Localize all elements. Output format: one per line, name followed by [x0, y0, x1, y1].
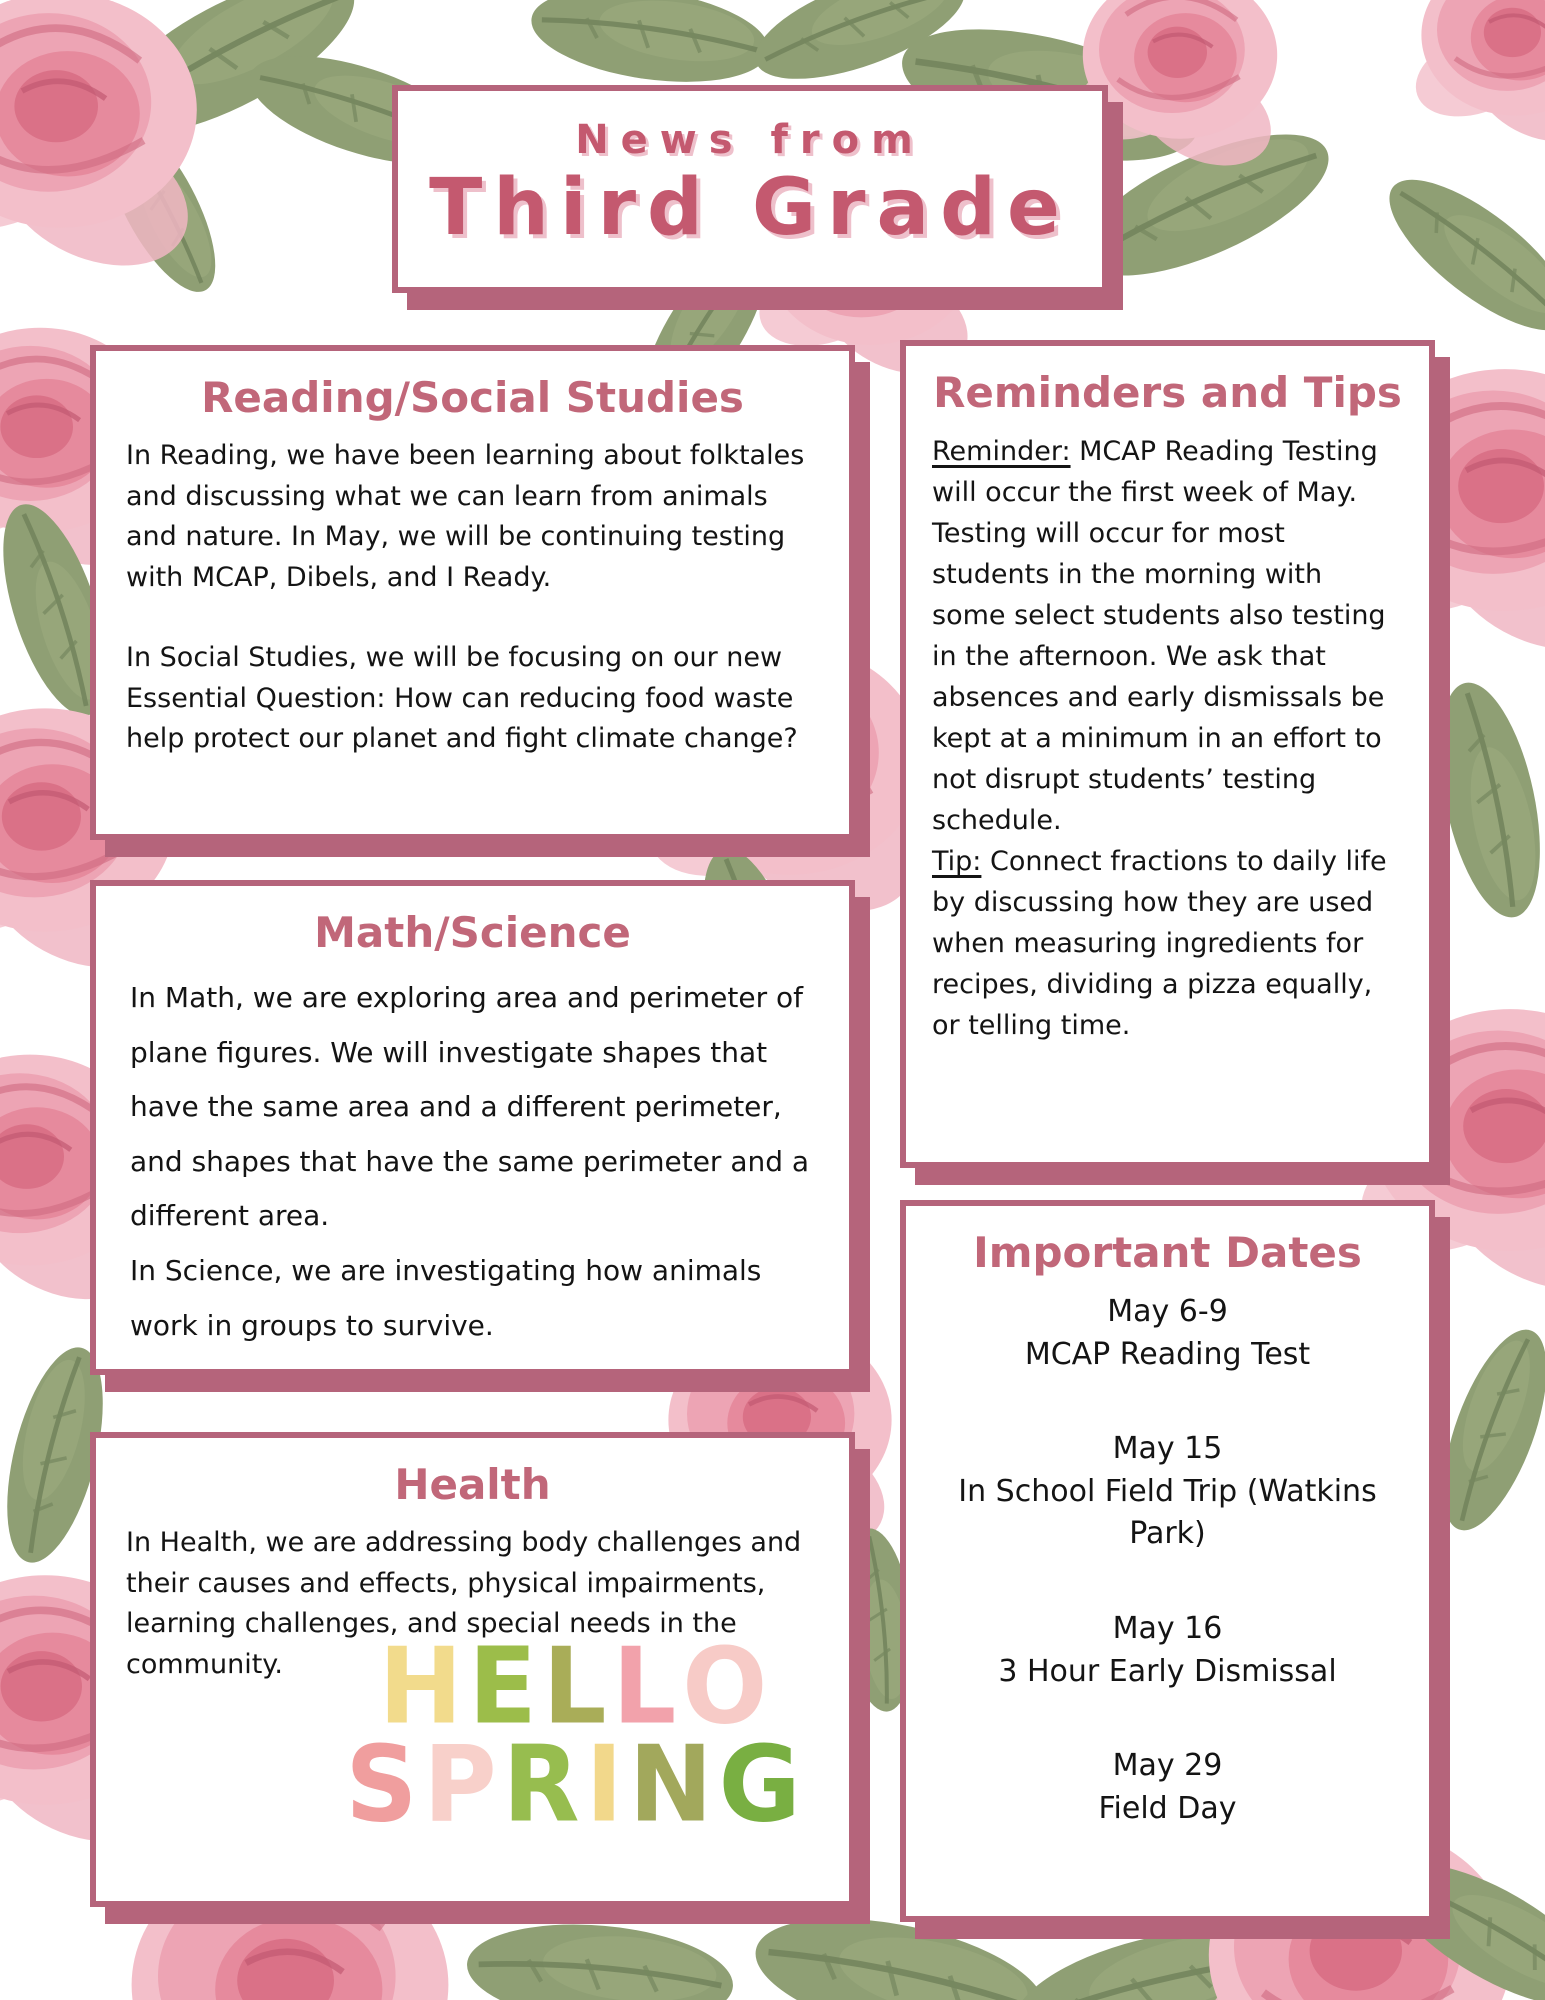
date-event-description: In School Field Trip (Watkins Park): [958, 1473, 1377, 1552]
section-card-reminders-tips: [900, 340, 1435, 1168]
hello-spring-letter: P: [423, 1723, 503, 1846]
hello-spring-line-2: [311, 1723, 841, 1846]
important-dates-list: [906, 1291, 1429, 1830]
section-title-math: Math/Science: [314, 908, 631, 957]
date-event-date: May 29: [1112, 1748, 1223, 1784]
date-event: [932, 1291, 1403, 1376]
section-title-reading: Reading/Social Studies: [201, 373, 744, 422]
section-card-reading-social-studies: [90, 345, 855, 840]
date-event-date: May 16: [1112, 1610, 1223, 1646]
date-event-date: May 15: [1112, 1431, 1223, 1467]
section-body-math: [96, 971, 849, 1353]
tip-paragraph: [932, 841, 1403, 1046]
date-event: [932, 1745, 1403, 1830]
hello-spring-letter: S: [345, 1723, 424, 1846]
hello-spring-letter: H: [378, 1625, 469, 1748]
section-title-reminders: Reminders and Tips: [933, 368, 1402, 417]
date-event: [932, 1428, 1403, 1556]
hello-spring-line-1: [311, 1625, 841, 1748]
tip-text: Connect fractions to daily life by discussing how they are used when measuring ingredients for recipes, dividing a pizza equally, or telling time.: [932, 846, 1387, 1042]
section-title-health: Health: [394, 1460, 551, 1509]
hello-spring-letter: L: [542, 1625, 613, 1748]
section-body-reminders: [906, 431, 1429, 1046]
section-title-important-dates: Important Dates: [973, 1228, 1362, 1277]
hello-spring-letter: O: [682, 1625, 774, 1748]
reminder-text: MCAP Reading Testing will occur the first week of May. Testing will occur for most students in the morning with some select students also testing in the afternoon. We ask that absences and early dismissals be kept at a minimum in an effort to not disrupt students’ testing schedule.: [932, 436, 1386, 837]
tip-label: Tip:: [932, 846, 982, 878]
section-card-health: [90, 1432, 855, 1907]
page-title: Third Grade: [429, 163, 1071, 253]
date-event: [932, 1608, 1403, 1693]
health-paragraph: In Health, we are addressing body challenges and their causes and effects, physical impairments, learning challenges, and special needs in the community.: [126, 1527, 802, 1680]
hello-spring-letter: E: [468, 1625, 543, 1748]
hello-spring-letter: G: [718, 1723, 807, 1846]
reminder-paragraph: [932, 431, 1403, 841]
section-body-reading: [96, 436, 849, 760]
math-paragraph-1: In Math, we are exploring area and perimeter of plane figures. We will investigate shapes that have the same area and a different perimeter, and shapes that have the same perimeter and a different area.: [130, 981, 810, 1233]
hello-spring-graphic: [311, 1625, 841, 1846]
section-card-math-science: [90, 880, 855, 1375]
reminder-label: Reminder:: [932, 436, 1071, 467]
date-event-date: May 6-9: [1107, 1294, 1228, 1329]
hello-spring-letter: R: [502, 1723, 586, 1846]
reading-paragraph-1: In Reading, we have been learning about folktales and discussing what we can learn from animals and nature. In May, we will be continuing testing with MCAP, Dibels, and I Ready.: [126, 440, 805, 593]
title-kicker: News from: [575, 117, 925, 163]
section-card-important-dates: [900, 1200, 1435, 1922]
hello-spring-letter: N: [628, 1723, 719, 1846]
date-event-description: 3 Hour Early Dismissal: [998, 1653, 1337, 1689]
date-event-description: Field Day: [1098, 1790, 1237, 1826]
hello-spring-letter: I: [585, 1723, 629, 1846]
title-card: [392, 85, 1108, 293]
hello-spring-letter: L: [612, 1625, 683, 1748]
date-event-description: MCAP Reading Test: [1024, 1336, 1311, 1372]
math-paragraph-2: In Science, we are investigating how animals work in groups to survive.: [130, 1253, 762, 1342]
reading-paragraph-2: In Social Studies, we will be focusing on our new Essential Question: How can reducing food waste help protect our planet and fight climate change?: [126, 642, 798, 754]
